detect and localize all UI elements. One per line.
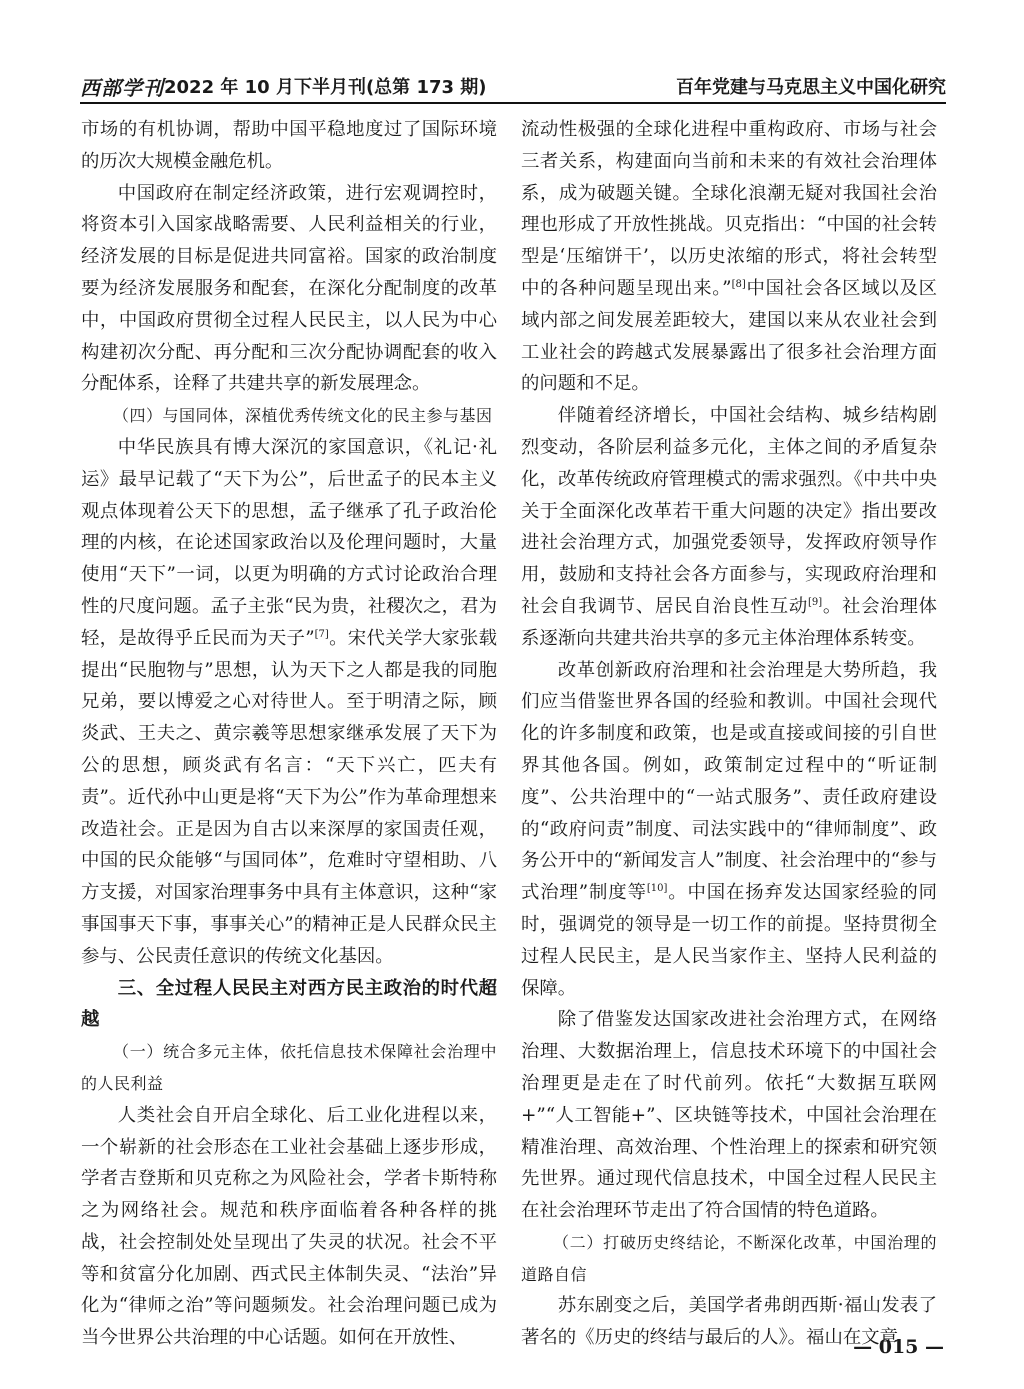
paragraph: 人类社会自开启全球化、后工业化进程以来，一个崭新的社会形态在工业社会基础上逐步形成，学者吉登斯和贝克称之为风险社会，学者卡斯特称之为网络社会。规范和秩序面临着各种各样的挑战，社会控制处处呈现出了失灵的状况。社会不平等和贫富分化加剧、西式民主体制失灵、“法治”异化为“律师之治”等问题频发。社会治理问题已成为当今世界公共治理的中心话题。如何在开放性、 <box>81 1104 497 1349</box>
paragraph-text: 。宋代关学大家张载提出“民胞物与”思想，认为天下之人都是我的同胞兄弟，要以博爱之心对待世人。至于明清之际，顾炎武、王夫之、黄宗羲等思想家继承发展了天下为公的思想，顾炎武有名言：“天下兴亡，匹夫有责”。近代孙中山更是将“天下为公”作为革命理想来改造社会。正是因为自古以来深厚的家国责任观，中国的民众能够“与国同体”，危难时守望相助、八方支援，对国家治理事务中具有主体意识，这种“家事国事天下事，事事关心”的精神正是人民群众民主参与、公民责任意识的传统文化基因。 <box>81 627 497 967</box>
paragraph: 中国政府在制定经济政策，进行宏观调控时，将资本引入国家战略需要、人民利益相关的行业，经济发展的目标是促进共同富裕。国家的政治制度要为经济发展服务和配套，在深化分配制度的改革中，中国政府贯彻全过程人民民主，以人民为中心构建初次分配、再分配和三次分配协调配套的收入分配体系，诠释了共建共享的新发展理念。 <box>81 182 497 395</box>
page-number: — 015 — <box>853 1336 944 1358</box>
paragraph <box>81 432 497 973</box>
paragraph: 市场的有机协调，帮助中国平稳地度过了国际环境的历次大规模金融危机。 <box>81 119 497 172</box>
citation-ref: [8] <box>731 278 746 290</box>
paragraph-text: 。中国在扬弃发达国家经验的同时，强调党的领导是一切工作的前提。坚持贯彻全过程人民民主，是人民当家作主、坚持人民利益的保障。 <box>521 882 937 999</box>
left-column <box>81 114 497 1354</box>
running-header <box>80 68 946 104</box>
section-title: 百年党建与马克思主义中国化研究 <box>676 77 946 98</box>
citation-ref: [7] <box>314 628 329 640</box>
subheading: （一）统合多元主体，依托信息技术保障社会治理中的人民利益 <box>81 1042 497 1093</box>
subheading: （二）打破历史终结论，不断深化改革，中国治理的道路自信 <box>521 1232 937 1284</box>
paragraph-text: 中国社会各区域以及区域内部之间发展差距较大，建国以来从农业社会到工业社会的跨越式发展暴露出了很多社会治理方面的问题和不足。 <box>521 277 937 395</box>
paragraph-text: 。社会治理体系逐渐向共建共治共享的多元主体治理体系转变。 <box>521 595 937 649</box>
paragraph: 除了借鉴发达国家改进社会治理方式，在网络治理、大数据治理上，信息技术环境下的中国社会治理更是走在了时代前列。依托“大数据互联网+”“人工智能+”、区块链等技术，中国社会治理在精准治理、高效治理、个性治理上的探索和研究领先世界。通过现代信息技术，中国全过程人民民主在社会治理环节走出了符合国情的特色道路。 <box>521 1009 937 1222</box>
paragraph-text: 伴随着经济增长，中国社会结构、城乡结构剧烈变动，各阶层利益多元化，主体之间的矛盾复杂化，改革传统政府管理模式的需求强烈。《中共中央关于全面深化改革若干重大问题的决定》指出要改进社会治理方式，加强党委领导，发挥政府领导作用，鼓励和支持社会各方面参与，实现政府治理和社会自我调节、居民自治良性互动 <box>521 405 937 617</box>
issue-info: 2022 年 10 月下半月刊(总第 173 期) <box>164 77 487 98</box>
paragraph <box>521 655 937 1005</box>
paragraph <box>521 400 937 654</box>
citation-ref: [9] <box>808 596 823 608</box>
paragraph-text: 改革创新政府治理和社会治理是大势所趋，我们应当借鉴世界各国的经验和教训。中国社会现代化的许多制度和政策，也是或直接或间接的引自世界其他各国。例如，政策制定过程中的“听证制度”、公共治理中的“一站式服务”、责任政府建设的“政府问责”制度、司法实践中的“律师制度”、政务公开中的“新闻发言人”制度、社会治理中的“参与式治理”制度等 <box>521 659 937 904</box>
paragraph-text: 流动性极强的全球化进程中重构政府、市场与社会三者关系，构建面向当前和未来的有效社会治理体系，成为破题关键。全球化浪潮无疑对我国社会治理也形成了开放性挑战。贝克指出：“中国的社会转型是‘压缩饼干’，以历史浓缩的形式，将社会转型中的各种问题呈现出来。” <box>521 119 937 299</box>
citation-ref: [10] <box>646 883 668 894</box>
subheading: （四）与国同体，深植优秀传统文化的民主参与基因 <box>113 406 493 426</box>
section-heading: 三、全过程人民民主对西方民主政治的时代超越 <box>81 977 497 1031</box>
right-column <box>521 114 937 1354</box>
paragraph <box>521 114 937 400</box>
journal-logo: 西部学刊 <box>80 76 164 100</box>
paragraph-text: 中华民族具有博大深沉的家国意识，《礼记·礼运》最早记载了“天下为公”，后世孟子的民本主义观点体现着公天下的思想，孟子继承了孔子政治伦理的内核，在论述国家政治以及伦理问题时，大量使用“天下”一词，以更为明确的方式讨论政治合理性的尺度问题。孟子主张“民为贵，社稷次之，君为轻，是故得乎丘民而为天子” <box>81 436 497 649</box>
paragraph: 苏东剧变之后，美国学者弗朗西斯·福山发表了著名的《历史的终结与最后的人》。福山在文章 <box>521 1295 937 1349</box>
